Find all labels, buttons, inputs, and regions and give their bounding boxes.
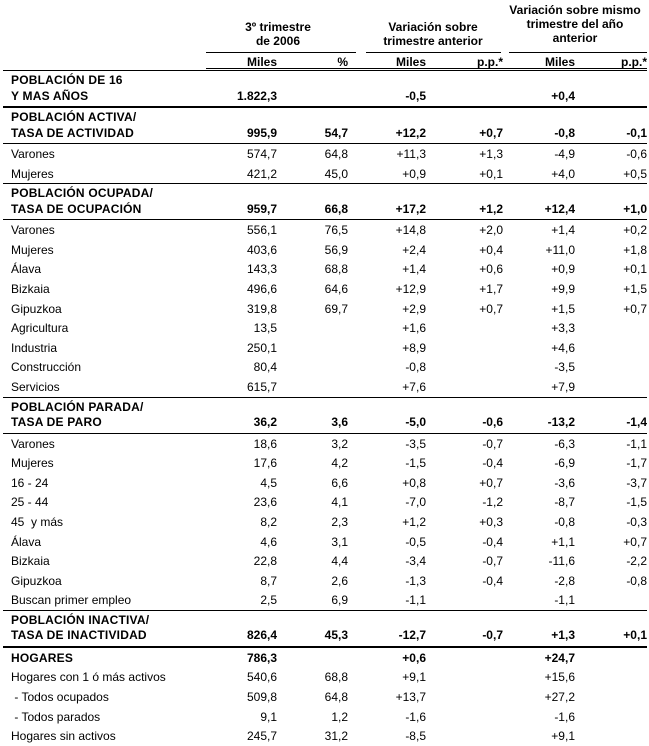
cell-value: 3,6 (331, 415, 348, 430)
cell-value: -6,3 (554, 436, 575, 451)
unit-label: % (337, 55, 348, 69)
unit-label: p.p.* (621, 55, 647, 69)
cell-value: +0,4 (551, 88, 575, 103)
cell-value: -0,5 (405, 88, 426, 103)
row-label-line: POBLACIÓN DE 16 (11, 73, 123, 87)
cell-value: +0,2 (623, 223, 647, 238)
cell-value: +1,5 (623, 281, 647, 296)
cell-value: -13,2 (547, 415, 575, 430)
cell-value: -5,0 (405, 415, 426, 430)
section-row (3, 71, 647, 107)
table-row (3, 590, 647, 610)
cell-value: +0,7 (623, 301, 647, 316)
header-text: 3º trimestre (245, 20, 311, 34)
cell-value: 6,9 (331, 593, 348, 608)
row-label-line: Hogares con 1 ó más activos (11, 670, 166, 685)
cell-value: 574,7 (246, 147, 277, 161)
cell-value: 3,2 (331, 436, 348, 451)
header-text: trimestre anterior (383, 34, 483, 48)
row-label (11, 535, 41, 551)
cell-value: -0,6 (626, 147, 647, 161)
cell-value: -0,1 (626, 125, 647, 140)
row-label-line: POBLACIÓN ACTIVA/ (11, 110, 137, 124)
row-label-line: Buscan primer empleo (11, 593, 132, 608)
section-row (3, 107, 647, 144)
cell-value: 31,2 (324, 729, 348, 744)
cell-value: -0,8 (554, 125, 575, 140)
row-label (11, 593, 131, 609)
cell-value: 2,6 (331, 573, 348, 588)
row-label-line: POBLACIÓN INACTIVA/ (11, 612, 150, 627)
cell-value: +17,2 (395, 201, 426, 216)
table-body (3, 71, 647, 746)
header-underline (509, 52, 647, 53)
table-row (3, 453, 647, 473)
row-label-line: Y MAS AÑOS (11, 88, 89, 103)
table-row (3, 144, 647, 164)
cell-value: -1,1 (405, 593, 426, 608)
section-row (3, 397, 647, 434)
row-label (11, 147, 55, 163)
cell-value: +24,7 (544, 650, 575, 665)
row-label (11, 186, 153, 217)
table-row (3, 707, 647, 727)
section-row (3, 183, 647, 220)
cell-value: +3,3 (551, 321, 575, 336)
row-label-line: Hogares sin activos (11, 729, 116, 744)
cell-value: -8,7 (554, 495, 575, 510)
cell-value: 4,4 (331, 554, 348, 569)
cell-value: +4,0 (551, 166, 575, 181)
row-label-line: Industria (11, 340, 58, 355)
row-label (11, 456, 54, 472)
cell-value: -2,8 (554, 573, 575, 588)
cell-value: +11,0 (545, 242, 575, 257)
section-row (3, 610, 647, 647)
row-label (11, 243, 54, 259)
cell-value: 995,9 (246, 125, 277, 140)
row-label-line: Mujeres (11, 166, 54, 181)
cell-value: 1,2 (331, 709, 348, 724)
cell-value: -0,3 (626, 514, 647, 529)
cell-value: -1,5 (626, 495, 647, 510)
cell-value: 18,6 (253, 436, 277, 451)
cell-value: 56,9 (324, 242, 348, 257)
table-row (3, 279, 647, 299)
table-row (3, 377, 647, 397)
cell-value: -0,5 (405, 534, 426, 549)
row-label (11, 341, 57, 357)
cell-value: 68,8 (324, 262, 348, 277)
cell-value: +9,1 (402, 670, 426, 685)
table-row (3, 240, 647, 260)
cell-value: -0,4 (482, 534, 503, 549)
row-label-line: Varones (11, 223, 55, 238)
cell-value: 403,6 (246, 242, 277, 257)
row-label (11, 302, 62, 318)
cell-value: 36,2 (253, 415, 277, 430)
cell-value: -1,5 (405, 456, 426, 471)
cell-value: -3,6 (554, 475, 575, 490)
cell-value: 319,8 (246, 301, 277, 316)
header-underline (366, 52, 501, 53)
cell-value: +0,5 (623, 166, 647, 181)
row-label-line: Gipuzkoa (11, 573, 62, 588)
row-label-line: Construcción (11, 360, 82, 375)
row-label (11, 574, 62, 590)
row-label (11, 360, 81, 376)
cell-value: 64,6 (324, 281, 348, 296)
header-text: Variación sobre mismo (509, 3, 641, 17)
table-row (3, 338, 647, 358)
row-label-line: TASA DE INACTIVIDAD (11, 628, 147, 643)
unit-label: Miles (395, 55, 426, 69)
cell-value: 4,1 (331, 495, 348, 510)
cell-value: -0,8 (405, 360, 426, 375)
row-label-line: TASA DE ACTIVIDAD (11, 125, 134, 140)
cell-value: +1,2 (402, 514, 426, 529)
cell-value: -0,4 (482, 456, 503, 471)
row-label-line: Varones (11, 436, 55, 451)
cell-value: +2,9 (402, 301, 426, 316)
table-row (3, 687, 647, 707)
row-label-line: 45 y más (11, 514, 64, 529)
cell-value: +11,3 (396, 147, 426, 161)
cell-value: +7,9 (551, 379, 575, 394)
cell-value: 2,3 (331, 514, 348, 529)
table-row (3, 571, 647, 591)
cell-value: 4,2 (331, 456, 348, 471)
cell-value: 54,7 (324, 125, 348, 140)
row-label (11, 262, 41, 278)
cell-value: +15,6 (544, 670, 575, 685)
cell-value: -1,4 (626, 415, 647, 430)
table-row (3, 164, 647, 184)
cell-value: 64,8 (324, 689, 348, 704)
row-label (11, 690, 109, 706)
cell-value: 13,5 (253, 321, 277, 336)
cell-value: -3,5 (554, 360, 575, 375)
cell-value: 8,2 (260, 514, 277, 529)
cell-value: -7,0 (405, 495, 426, 510)
unit-label: Miles (544, 55, 575, 69)
row-label-line: Mujeres (11, 456, 54, 471)
cell-value: +0,6 (479, 262, 503, 277)
cell-value: -0,4 (482, 573, 503, 588)
table-row (3, 667, 647, 687)
cell-value: 4,5 (260, 475, 277, 490)
cell-value: +14,8 (395, 223, 426, 238)
cell-value: +1,4 (402, 262, 426, 277)
cell-value: 22,8 (253, 554, 277, 569)
cell-value: 496,6 (246, 281, 277, 296)
cell-value: +0,7 (479, 301, 503, 316)
cell-value: -8,5 (405, 729, 426, 744)
cell-value: +27,2 (544, 689, 575, 704)
cell-value: -3,5 (405, 436, 426, 451)
cell-value: +0,4 (479, 242, 503, 257)
header-text: anterior (552, 31, 598, 45)
row-label (11, 282, 50, 298)
cell-value: -1,2 (482, 495, 503, 510)
cell-value: +8,9 (402, 340, 426, 355)
table-row (3, 299, 647, 319)
cell-value: -0,8 (554, 514, 575, 529)
cell-value: +0,7 (479, 125, 503, 140)
row-label-line: - Todos parados (11, 709, 101, 724)
row-label-line: Bizkaia (11, 554, 50, 569)
row-label-line: 25 - 44 (11, 495, 49, 510)
cell-value: -0,6 (482, 415, 503, 430)
cell-value: +0,9 (402, 166, 426, 181)
row-label (11, 651, 73, 667)
cell-value: +1,3 (479, 147, 503, 161)
cell-value: -6,9 (554, 456, 575, 471)
row-label (11, 110, 136, 141)
cell-value: 45,3 (324, 628, 348, 643)
table-row (3, 318, 647, 338)
cell-value: +0,1 (623, 262, 647, 277)
cell-value: +0,7 (479, 475, 503, 490)
cell-value: 17,6 (253, 456, 277, 471)
row-label (11, 73, 123, 104)
row-label (11, 223, 55, 239)
cell-value: -12,7 (398, 628, 426, 643)
row-label (11, 710, 100, 726)
table-row (3, 259, 647, 279)
header-text: de 2006 (255, 34, 301, 48)
cell-value: 786,3 (246, 650, 277, 665)
row-label-line: TASA DE OCUPACIÓN (11, 201, 142, 216)
cell-value: +4,6 (551, 340, 575, 355)
cell-value: -1,3 (405, 573, 426, 588)
cell-value: 826,4 (246, 628, 277, 643)
cell-value: +12,9 (395, 281, 426, 296)
row-label (11, 476, 48, 492)
cell-value: -3,4 (405, 554, 426, 569)
row-label-line: Mujeres (11, 242, 54, 257)
cell-value: -1,7 (626, 456, 647, 471)
cell-value: +1,3 (551, 628, 575, 643)
cell-value: -3,7 (626, 475, 647, 490)
cell-value: -1,1 (626, 436, 647, 451)
units-underline (206, 68, 647, 69)
cell-value: +1,8 (623, 242, 647, 257)
cell-value: -1,6 (554, 709, 575, 724)
table-row (3, 532, 647, 552)
cell-value: 2,5 (260, 593, 277, 608)
cell-value: 64,8 (324, 147, 348, 161)
row-label (11, 670, 166, 686)
row-label-line: POBLACIÓN OCUPADA/ (11, 186, 154, 201)
table-row (3, 726, 647, 746)
cell-value: -0,7 (482, 436, 503, 451)
header-col-var-trimestre (363, 20, 503, 48)
header-text: Variación sobre (388, 20, 478, 34)
table-row (3, 492, 647, 512)
row-label (11, 400, 144, 431)
header-col-var-anual (503, 3, 647, 45)
header-text: trimestre del año (526, 17, 624, 31)
cell-value: -0,7 (482, 554, 503, 569)
row-label-line: Bizkaia (11, 281, 50, 296)
row-label-line: - Todos ocupados (11, 689, 109, 704)
cell-value: +2,0 (479, 223, 503, 238)
header-col-trimestre (213, 20, 343, 48)
cell-value: 66,8 (324, 201, 348, 216)
cell-value: -0,7 (482, 628, 503, 643)
cell-value: +12,4 (544, 201, 575, 216)
cell-value: 421,2 (246, 166, 277, 181)
cell-value: 3,1 (331, 534, 348, 549)
section-row (3, 647, 647, 668)
cell-value: 8,7 (260, 573, 277, 588)
table-row (3, 512, 647, 532)
cell-value: 45,0 (324, 166, 348, 181)
row-label-line: Servicios (11, 379, 60, 394)
cell-value: +9,9 (551, 281, 575, 296)
cell-value: +0,3 (479, 514, 503, 529)
row-label (11, 495, 48, 511)
cell-value: +1,1 (551, 534, 575, 549)
row-label (11, 380, 60, 396)
table-row (3, 357, 647, 377)
cell-value: 250,1 (246, 340, 277, 355)
row-label (11, 613, 149, 644)
cell-value: 556,1 (246, 223, 277, 238)
row-label (11, 729, 116, 745)
cell-value: -4,9 (554, 147, 575, 161)
row-label-line: Varones (11, 147, 55, 161)
cell-value: +0,1 (623, 628, 647, 643)
row-label-line: HOGARES (11, 650, 74, 665)
row-label-line: Agricultura (11, 321, 69, 336)
row-label (11, 515, 63, 531)
cell-value: +1,2 (479, 201, 503, 216)
cell-value: 540,6 (246, 670, 277, 685)
cell-value: 245,7 (246, 729, 277, 744)
cell-value: +2,4 (402, 242, 426, 257)
cell-value: 143,3 (246, 262, 277, 277)
cell-value: 1.822,3 (236, 88, 277, 103)
row-label-line: Gipuzkoa (11, 301, 62, 316)
cell-value: +9,1 (551, 729, 575, 744)
cell-value: +1,4 (551, 223, 575, 238)
cell-value: 76,5 (324, 223, 348, 238)
cell-value: 9,1 (260, 709, 277, 724)
cell-value: +7,6 (402, 379, 426, 394)
cell-value: 69,7 (324, 301, 348, 316)
cell-value: 23,6 (253, 495, 277, 510)
cell-value: +1,5 (551, 301, 575, 316)
cell-value: 615,7 (246, 379, 277, 394)
row-label-line: Álava (11, 534, 42, 549)
cell-value: +13,7 (395, 689, 426, 704)
cell-value: +0,1 (479, 166, 503, 181)
header-underline (206, 52, 356, 53)
cell-value: +0,6 (402, 650, 426, 665)
row-label (11, 167, 54, 183)
cell-value: -1,6 (405, 709, 426, 724)
table-row (3, 551, 647, 571)
cell-value: +1,6 (402, 321, 426, 336)
row-label (11, 437, 55, 453)
row-label (11, 554, 50, 570)
row-label-line: 16 - 24 (11, 475, 49, 490)
cell-value: +0,8 (402, 475, 426, 490)
cell-value: 4,6 (260, 534, 277, 549)
cell-value: +1,0 (623, 201, 647, 216)
cell-value: -0,8 (626, 573, 647, 588)
cell-value: +0,9 (551, 262, 575, 277)
row-label-line: Álava (11, 262, 42, 277)
unit-label: p.p.* (477, 55, 503, 69)
cell-value: 509,8 (246, 689, 277, 704)
table-row (3, 434, 647, 454)
cell-value: 959,7 (246, 201, 277, 216)
cell-value: +0,7 (623, 534, 647, 549)
cell-value: +12,2 (395, 125, 426, 140)
cell-value: -1,1 (554, 593, 575, 608)
row-label (11, 321, 68, 337)
cell-value: -2,2 (626, 554, 647, 569)
cell-value: +1,7 (479, 281, 503, 296)
row-label-line: TASA DE PARO (11, 415, 102, 430)
cell-value: 80,4 (253, 360, 277, 375)
row-label-line: POBLACIÓN PARADA/ (11, 399, 144, 414)
unit-label: Miles (246, 55, 277, 69)
cell-value: 68,8 (324, 670, 348, 685)
cell-value: -11,6 (548, 554, 575, 569)
units-row (3, 55, 647, 69)
table-row (3, 473, 647, 493)
table-row (3, 220, 647, 240)
cell-value: 6,6 (331, 475, 348, 490)
